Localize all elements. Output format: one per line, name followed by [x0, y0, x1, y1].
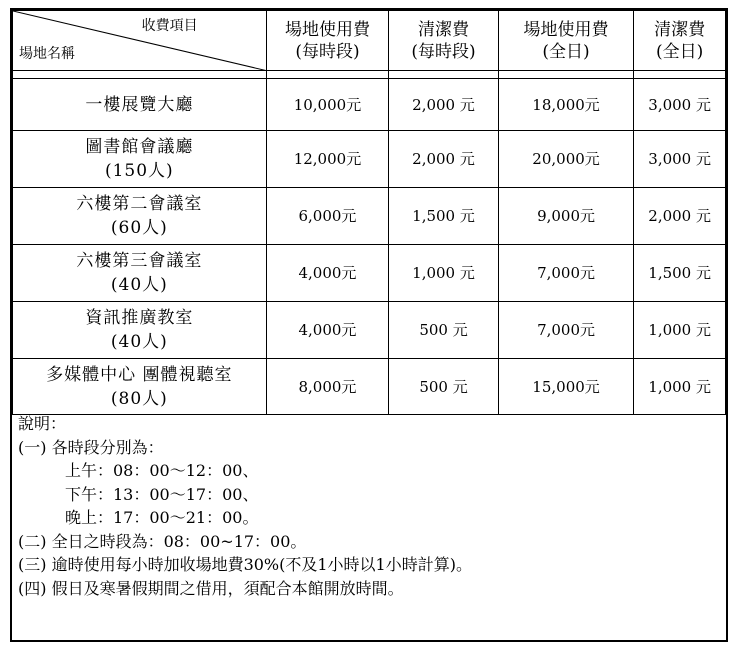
- cleaning-fee-day: 1,000 元: [634, 359, 726, 415]
- col-usage-slot-header: [266, 11, 389, 71]
- cleaning-fee-slot: 500 元: [389, 359, 499, 415]
- cleaning-fee-day: 3,000 元: [634, 131, 726, 188]
- col-usage-day-title: 場地使用費: [523, 19, 609, 40]
- venue-name: 六樓第二會議室 (60人): [13, 188, 267, 245]
- cleaning-fee-day: 2,000 元: [634, 188, 726, 245]
- col-clean-day-header: [634, 11, 726, 71]
- cleaning-fee-slot: 1,000 元: [389, 245, 499, 302]
- usage-fee-slot: 8,000元: [266, 359, 389, 415]
- header-row: [13, 11, 726, 71]
- table-row: [13, 359, 726, 415]
- usage-fee-slot: 4,000元: [266, 245, 389, 302]
- col-usage-day-sub: (全日): [542, 41, 590, 62]
- table-row: [13, 245, 726, 302]
- col-clean-day-sub: (全日): [656, 41, 704, 62]
- fee-item-label: 收費項目: [141, 18, 198, 34]
- usage-fee-day: 15,000元: [498, 359, 633, 415]
- header-corner-cell: [13, 11, 267, 71]
- notes-title: 說明：: [18, 414, 67, 433]
- cleaning-fee-day: 1,000 元: [634, 302, 726, 359]
- usage-fee-slot: 6,000元: [266, 188, 389, 245]
- usage-fee-slot: 4,000元: [266, 302, 389, 359]
- spacer-row: [13, 71, 726, 79]
- col-usage-slot-sub: (每時段): [295, 41, 360, 62]
- fee-document: [10, 8, 728, 642]
- note-morning: 上午：08：00～12：00、: [65, 461, 259, 480]
- venue-name-label: 場地名稱: [19, 46, 75, 62]
- table-row: [13, 302, 726, 359]
- col-usage-day-header: [498, 11, 633, 71]
- col-clean-slot-sub: (每時段): [411, 41, 476, 62]
- venue-name: 六樓第三會議室 (40人): [13, 245, 267, 302]
- note-item-4: (四) 假日及寒暑假期間之借用，須配合本館開放時間。: [18, 578, 404, 598]
- note-item-1: (一) 各時段分別為：: [18, 437, 164, 457]
- venue-name: 資訊推廣教室 (40人): [13, 302, 267, 359]
- table-row: [13, 79, 726, 131]
- venue-name: 多媒體中心 團體視聽室 (80人): [13, 359, 267, 415]
- usage-fee-slot: 12,000元: [266, 131, 389, 188]
- usage-fee-slot: 10,000元: [266, 79, 389, 131]
- notes-section: [18, 412, 718, 600]
- usage-fee-day: 7,000元: [498, 245, 633, 302]
- fee-table: [12, 10, 726, 415]
- note-item-2: (二) 全日之時段為：08：00~17：00。: [18, 531, 307, 551]
- usage-fee-day: 7,000元: [498, 302, 633, 359]
- note-afternoon: 下午：13：00～17：00、: [65, 484, 259, 504]
- usage-fee-day: 18,000元: [498, 79, 633, 131]
- table-row: [13, 188, 726, 245]
- table-row: [13, 131, 726, 188]
- col-usage-slot-title: 場地使用費: [284, 19, 370, 40]
- cleaning-fee-slot: 1,500 元: [389, 188, 499, 245]
- cleaning-fee-day: 3,000 元: [634, 79, 726, 131]
- note-item-3: (三) 逾時使用每小時加收場地費30%(不及1小時以1小時計算)。: [18, 555, 472, 574]
- note-evening: 晚上：17：00～21：00。: [65, 508, 259, 527]
- venue-name: 圖書館會議廳 (150人): [13, 131, 267, 188]
- col-clean-slot-header: [389, 11, 499, 71]
- col-clean-day-title: 清潔費: [654, 19, 706, 40]
- usage-fee-day: 20,000元: [498, 131, 633, 188]
- cleaning-fee-slot: 500 元: [389, 302, 499, 359]
- usage-fee-day: 9,000元: [498, 188, 633, 245]
- cleaning-fee-slot: 2,000 元: [389, 131, 499, 188]
- col-clean-slot-title: 清潔費: [418, 19, 470, 40]
- cleaning-fee-day: 1,500 元: [634, 245, 726, 302]
- cleaning-fee-slot: 2,000 元: [389, 79, 499, 131]
- venue-name: 一樓展覽大廳: [13, 79, 267, 131]
